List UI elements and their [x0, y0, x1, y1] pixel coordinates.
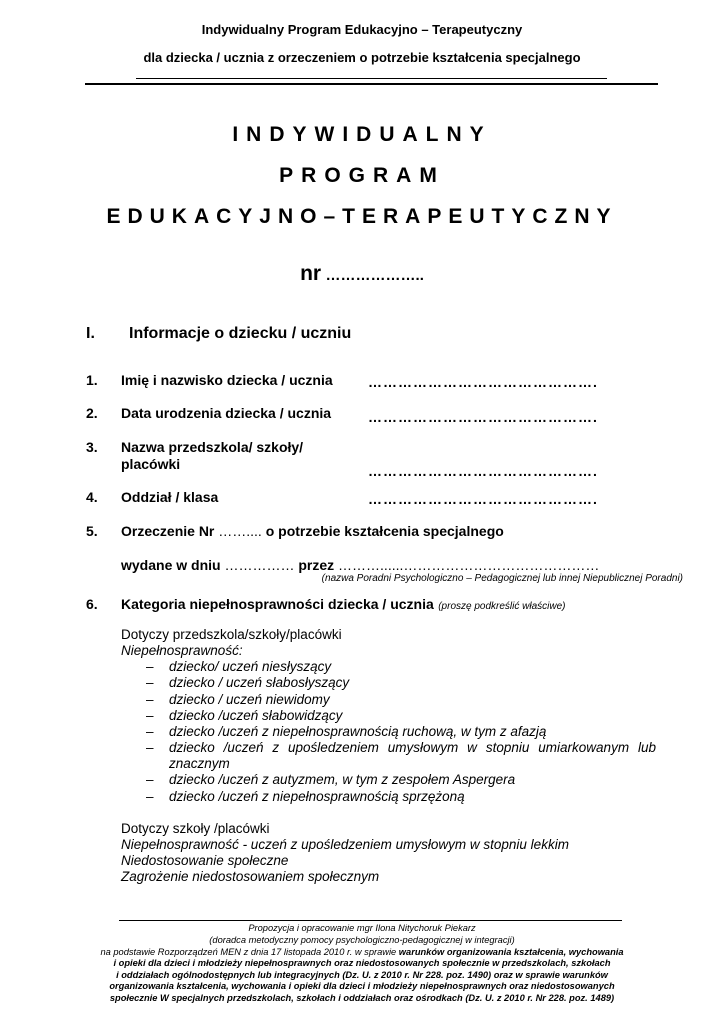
- przez-label: przez: [298, 557, 335, 573]
- footer-author-role: (doradca metodyczny pomocy psychologiczno-pedagogicznej w integracji): [209, 935, 515, 945]
- przez-dots: ………......……………………………………: [338, 557, 600, 573]
- item-5-issued-line: [121, 557, 599, 573]
- list-dash: –: [146, 789, 154, 804]
- list-dash: –: [146, 724, 154, 739]
- orzeczenie-rest: o potrzebie kształcenia specjalnego: [265, 523, 504, 539]
- footer-divider: [119, 920, 622, 921]
- item-5-number: 5.: [86, 523, 98, 539]
- wydane-label: wydane w dniu: [121, 557, 221, 573]
- field-3-number: 3.: [86, 439, 98, 455]
- nr-dots: ………………..: [325, 267, 424, 284]
- list-item: dziecko /uczeń z niepełnosprawnością ruchową, w tym z afazją: [169, 724, 547, 739]
- footer-legal-line: [0, 947, 724, 959]
- header-subtitle: dla dziecka / ucznia z orzeczeniem o potrzebie kształcenia specjalnego: [143, 50, 581, 65]
- footer-legal-line: i oddziałach ogólnodostępnych lub integracyjnych (Dz. U. z 2010 r. Nr 228. poz. 1490) oraz w sprawie warunków: [116, 970, 608, 980]
- field-4-label: Oddział / klasa: [121, 489, 219, 505]
- item-6-heading-line: [121, 596, 565, 614]
- group-2-line: Niedostosowanie społeczne: [121, 853, 289, 868]
- list-dash: –: [146, 708, 154, 723]
- group-2-line: Zagrożenie niedostosowaniem społecznym: [121, 869, 380, 884]
- item-6-heading: Kategoria niepełnosprawności dziecka / ucznia: [121, 596, 434, 612]
- header-title: Indywidualny Program Edukacyjno – Terapeutyczny: [201, 22, 523, 37]
- item-6-hint: (proszę podkreślić właściwe): [438, 601, 566, 612]
- list-item: dziecko / uczeń niewidomy: [169, 692, 330, 707]
- orzeczenie-label: Orzeczenie Nr: [121, 523, 215, 539]
- field-1-dots: ……………………………………….: [368, 374, 598, 390]
- field-3-label: Nazwa przedszkola/ szkoły/: [121, 439, 304, 455]
- group-2-title: Dotyczy szkoły /placówki: [121, 821, 270, 836]
- footer-author: Propozycja i opracowanie mgr Ilona Nitychoruk Piekarz: [248, 923, 476, 933]
- field-4-dots: ……………………………………….: [368, 491, 598, 507]
- list-item: dziecko /uczeń słabowidzący: [169, 708, 343, 723]
- item-5-line: [121, 523, 504, 539]
- field-2-number: 2.: [86, 405, 98, 421]
- wydane-dots: ……………: [224, 557, 295, 573]
- footer-legal-line: i opieki dla dzieci i młodzieży niepełnosprawnych oraz niedostosowanych społecznie w przedszkolach, szkołach: [113, 958, 611, 968]
- list-item: dziecko /uczeń z niepełnosprawnością sprzężoną: [169, 789, 465, 804]
- list-item: dziecko / uczeń słabosłyszący: [169, 675, 350, 690]
- header-underline: [136, 78, 607, 79]
- footer-legal-line: społecznie W specjalnych przedszkolach, szkołach i oddziałach oraz ośrodkach (Dz. U. z 2010 r. Nr 228. poz. 1489): [109, 993, 615, 1003]
- field-4-number: 4.: [86, 489, 98, 505]
- field-1-label: Imię i nazwisko dziecka / ucznia: [121, 372, 333, 388]
- list-dash: –: [146, 675, 154, 690]
- group-1-subtitle: Niepełnosprawność:: [121, 643, 243, 658]
- field-2-dots: ……………………………………….: [368, 409, 598, 425]
- list-item: dziecko/ uczeń niesłyszący: [169, 659, 332, 674]
- orzeczenie-dots: ……....: [218, 523, 262, 539]
- list-dash: –: [146, 659, 154, 674]
- item-6-number: 6.: [86, 596, 98, 612]
- footer-legal-line: organizowania kształcenia, wychowania i opieki dla dzieci i młodzieży niepełnosprawnych oraz niedostosowanych: [109, 981, 615, 991]
- field-3-label-cont: placówki: [121, 456, 181, 472]
- field-1-number: 1.: [86, 372, 98, 388]
- group-1-title: Dotyczy przedszkola/szkoły/placówki: [121, 627, 342, 642]
- group-2-line: Niepełnosprawność - uczeń z upośledzeniem umysłowym w stopniu lekkim: [121, 837, 569, 852]
- list-dash: –: [146, 692, 154, 707]
- list-dash: –: [146, 772, 154, 787]
- program-number: [0, 262, 724, 286]
- title-line-2: PROGRAM: [279, 164, 445, 187]
- header-divider: [85, 83, 658, 85]
- title-line-1: INDYWIDUALNY: [232, 123, 492, 146]
- item-5-note: (nazwa Poradni Psychologiczno – Pedagogicznej lub innej Niepublicznej Poradni): [321, 573, 683, 584]
- nr-label: nr: [300, 262, 322, 285]
- section-number: I.: [86, 325, 95, 342]
- list-dash: –: [146, 740, 154, 755]
- title-line-3: EDUKACYJNO–TERAPEUTYCZNY: [106, 205, 618, 228]
- field-2-label: Data urodzenia dziecka / ucznia: [121, 405, 332, 421]
- section-heading: Informacje o dziecku / uczniu: [129, 325, 352, 342]
- list-item: dziecko /uczeń z autyzmem, w tym z zespołem Aspergera: [169, 772, 516, 787]
- list-item-cont: znacznym: [169, 756, 230, 771]
- footer-legal-b: warunków organizowania kształcenia, wychowania: [398, 947, 624, 957]
- field-3-dots: ……………………………………….: [368, 463, 598, 479]
- list-item: dziecko /uczeń z upośledzeniem umysłowym w stopniu umiarkowanym lub: [169, 740, 656, 755]
- footer-legal-a: na podstawie Rozporządzeń MEN z dnia 17 listopada 2010 r. w sprawie: [100, 947, 399, 957]
